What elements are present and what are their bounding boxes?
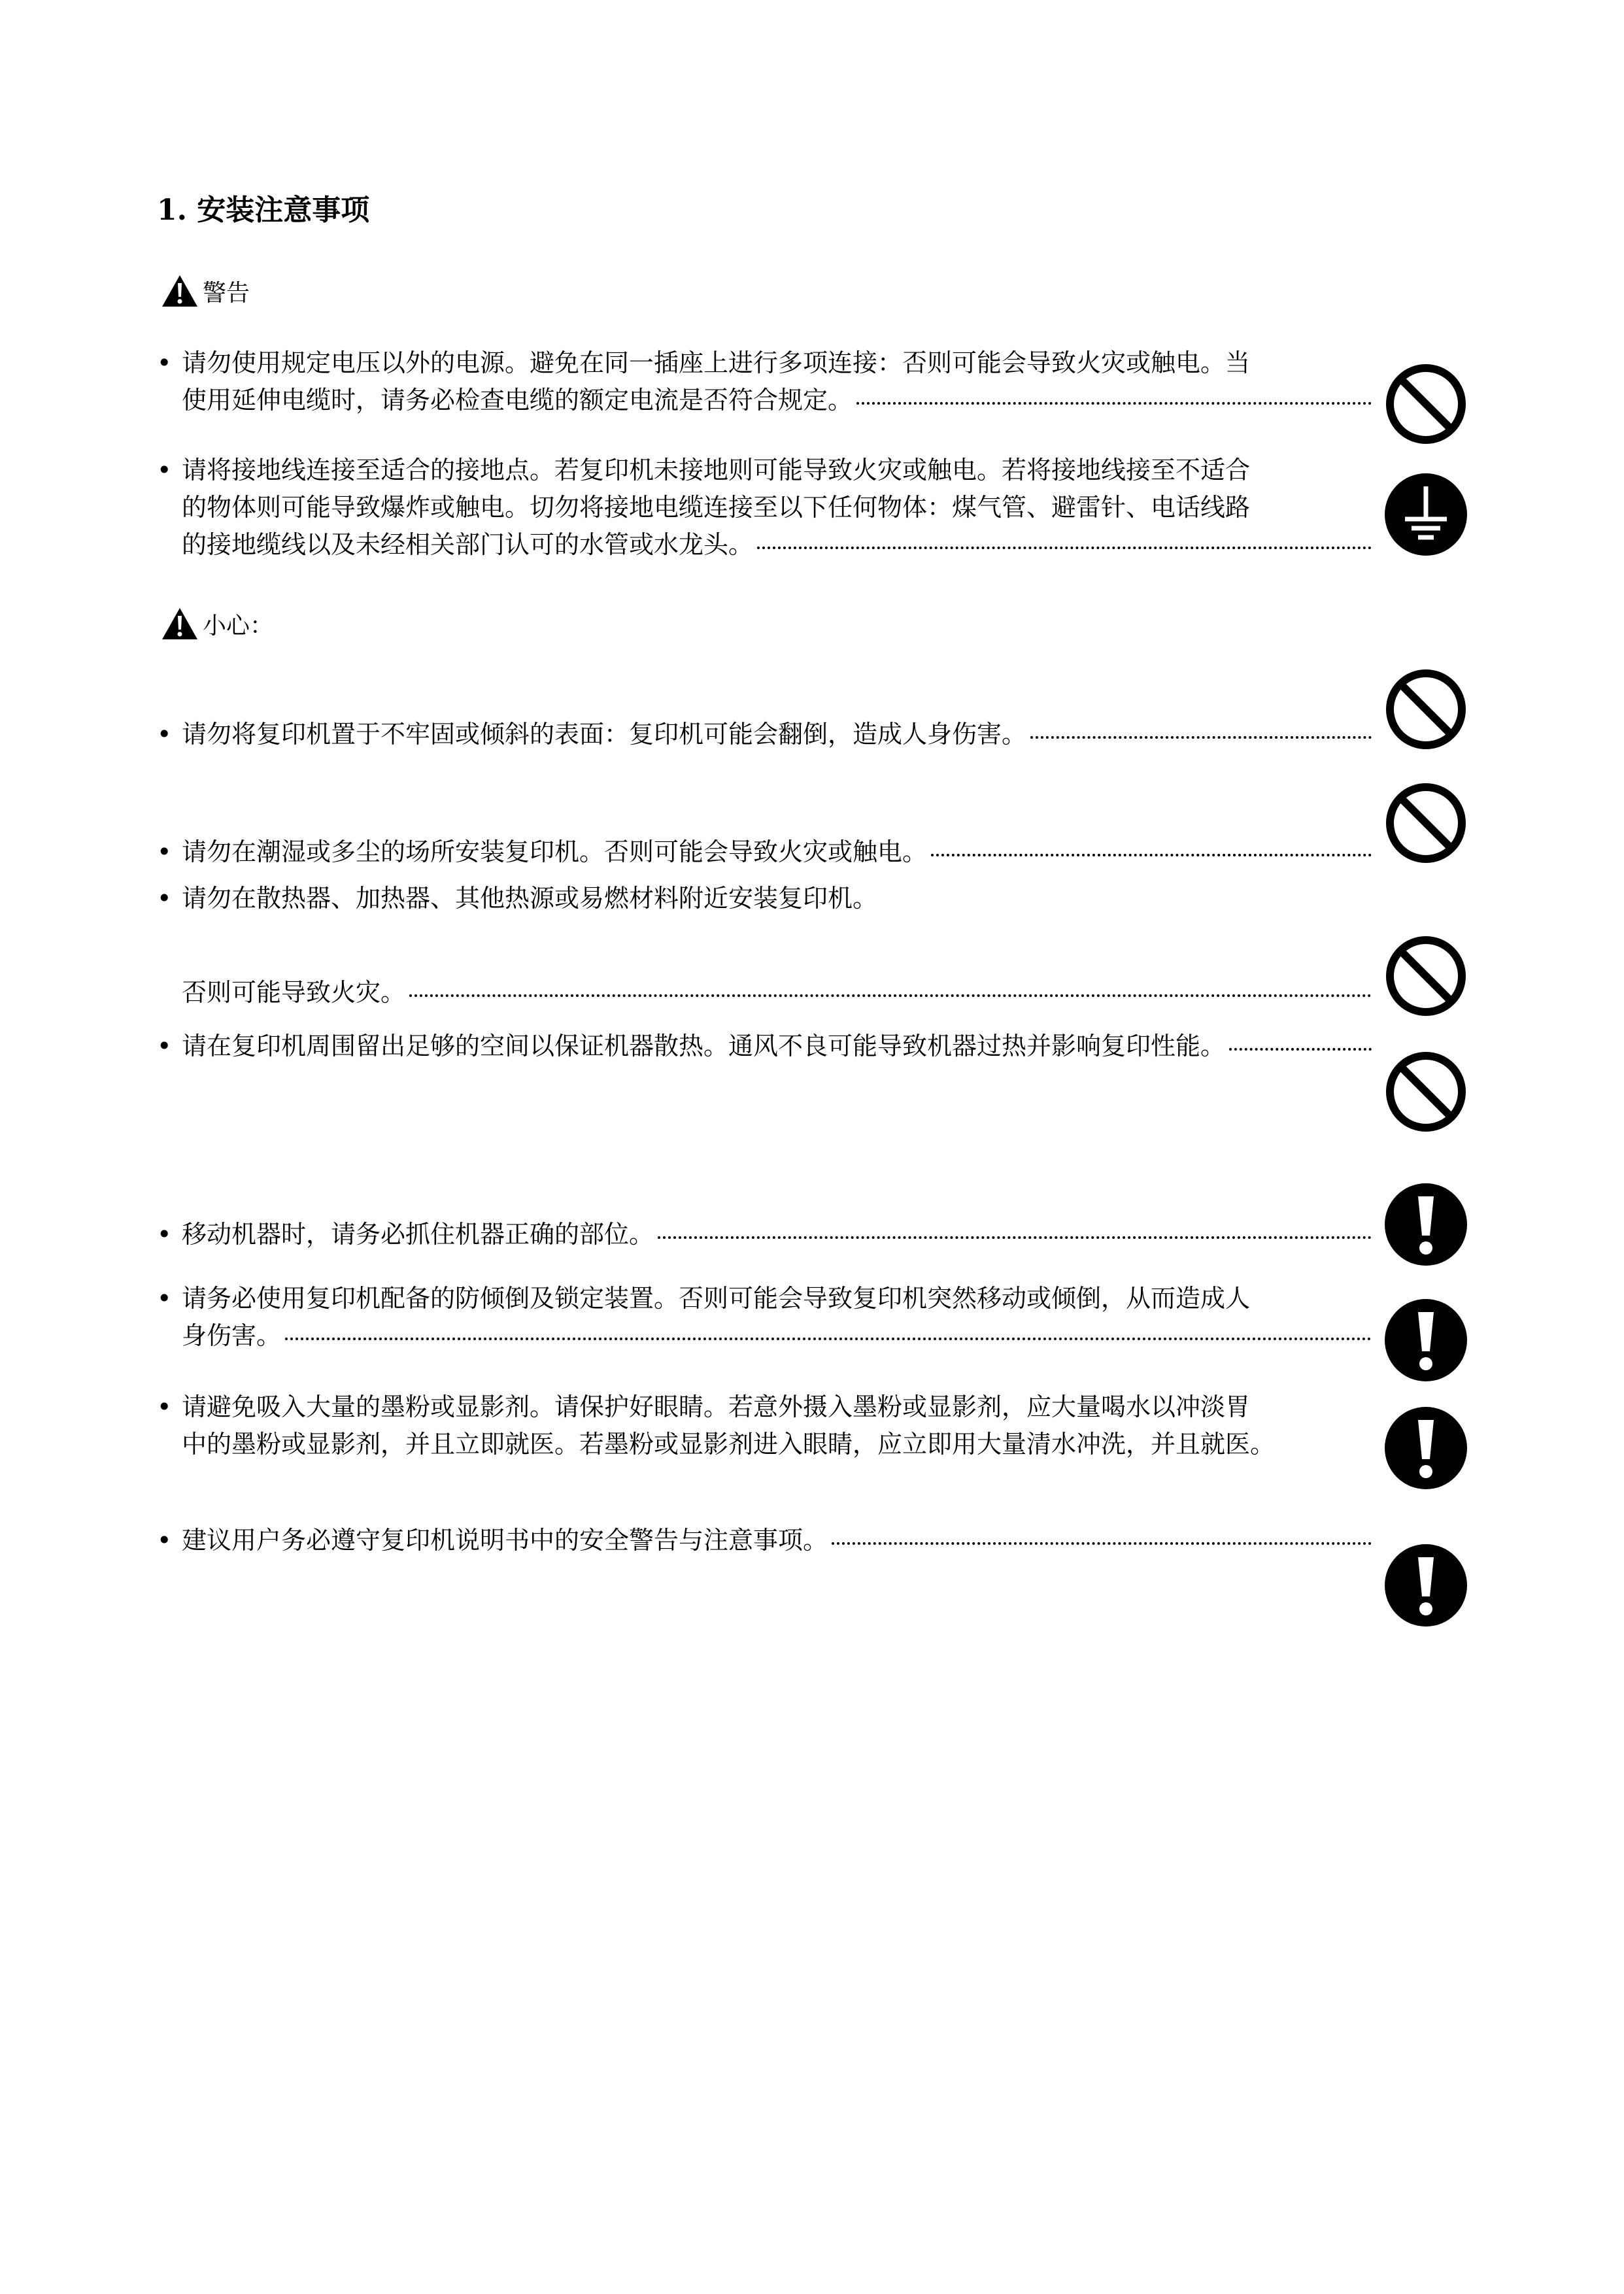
item-text: 否则可能导致火灾。 — [182, 978, 406, 1007]
list-item-continuation — [157, 974, 1372, 1011]
item-text: 请勿使用规定电压以外的电源。避免在同一插座上进行多项连接：否则可能会导致火灾或触电。当 — [182, 348, 1251, 377]
item-text: 请避免吸入大量的墨粉或显影剂。请保护好眼睛。若意外摄入墨粉或显影剂，应大量喝水以冲淡胃 — [182, 1392, 1251, 1421]
item-text: 请将接地线连接至适合的接地点。若复印机未接地则可能导致火灾或触电。若将接地线接至不适合 — [182, 456, 1251, 484]
list-item — [157, 1216, 1372, 1253]
list-item — [157, 452, 1372, 564]
bullet: • — [157, 1032, 172, 1060]
leader-dots — [856, 402, 1372, 405]
bullet: • — [157, 1284, 172, 1313]
warning-triangle-icon — [161, 274, 199, 308]
leader-dots — [409, 994, 1372, 997]
ground-icon — [1383, 472, 1468, 557]
bullet: • — [157, 348, 172, 377]
bullet: • — [157, 1392, 172, 1421]
item-text: 请务必使用复印机配备的防倾倒及锁定装置。否则可能会导致复印机突然移动或倾倒，从而造成人 — [182, 1284, 1251, 1313]
leader-dots — [1229, 1048, 1372, 1051]
leader-dots — [931, 854, 1372, 856]
caution-heading — [161, 607, 273, 641]
item-text: 请勿在潮湿或多尘的场所安装复印机。否则可能会导致火灾或触电。 — [182, 837, 928, 866]
warning-triangle-icon — [161, 607, 199, 641]
bullet: • — [157, 837, 172, 866]
leader-dots — [832, 1542, 1372, 1545]
leader-dots — [757, 547, 1372, 549]
leader-dots — [1030, 736, 1372, 739]
mandatory-icon — [1383, 1543, 1468, 1628]
list-item — [157, 1028, 1372, 1065]
list-item — [157, 834, 1372, 871]
item-text: 的物体则可能导致爆炸或触电。切勿将接地电缆连接至以下任何物体：煤气管、避雷针、电话线路 — [182, 493, 1251, 522]
list-item — [157, 716, 1372, 753]
mandatory-icon — [1383, 1298, 1468, 1383]
mandatory-icon — [1383, 1182, 1468, 1267]
warning-heading-label: 警告 — [203, 279, 250, 307]
item-text: 移动机器时，请务必抓住机器正确的部位。 — [182, 1220, 654, 1249]
warning-heading — [161, 274, 250, 308]
item-text: 身伤害。 — [182, 1321, 282, 1350]
prohibition-icon — [1383, 667, 1468, 752]
bullet: • — [157, 1220, 172, 1249]
item-text: 请勿在散热器、加热器、其他热源或易燃材料附近安装复印机。 — [182, 884, 878, 913]
item-text: 请在复印机周围留出足够的空间以保证机器散热。通风不良可能导致机器过热并影响复印性能。 — [182, 1032, 1226, 1060]
mandatory-icon — [1383, 1406, 1468, 1491]
prohibition-icon — [1383, 1049, 1468, 1134]
item-text: 请勿将复印机置于不牢固或倾斜的表面：复印机可能会翻倒，造成人身伤害。 — [182, 720, 1027, 749]
prohibition-icon — [1383, 362, 1468, 447]
list-item — [157, 880, 1372, 917]
list-item — [157, 1280, 1372, 1355]
prohibition-icon — [1383, 934, 1468, 1019]
list-item — [157, 1522, 1372, 1559]
item-text: 中的墨粉或显影剂，并且立即就医。若墨粉或显影剂进入眼睛，应立即用大量清水冲洗，并且就医。 — [182, 1430, 1276, 1459]
caution-heading-label: 小心： — [203, 612, 274, 639]
leader-dots — [658, 1236, 1372, 1239]
item-text: 建议用户务必遵守复印机说明书中的安全警告与注意事项。 — [182, 1526, 828, 1555]
item-text: 使用延伸电缆时，请务必检查电缆的额定电流是否符合规定。 — [182, 386, 853, 414]
bullet: • — [157, 456, 172, 484]
prohibition-icon — [1383, 781, 1468, 866]
list-item — [157, 345, 1372, 419]
list-item — [157, 1389, 1372, 1500]
section-title: 1. 安装注意事项 — [157, 194, 370, 227]
bullet: • — [157, 720, 172, 749]
leader-dots — [285, 1338, 1372, 1340]
bullet: • — [157, 1526, 172, 1555]
item-text: 的接地缆线以及未经相关部门认可的水管或水龙头。 — [182, 530, 754, 559]
bullet: • — [157, 884, 172, 913]
